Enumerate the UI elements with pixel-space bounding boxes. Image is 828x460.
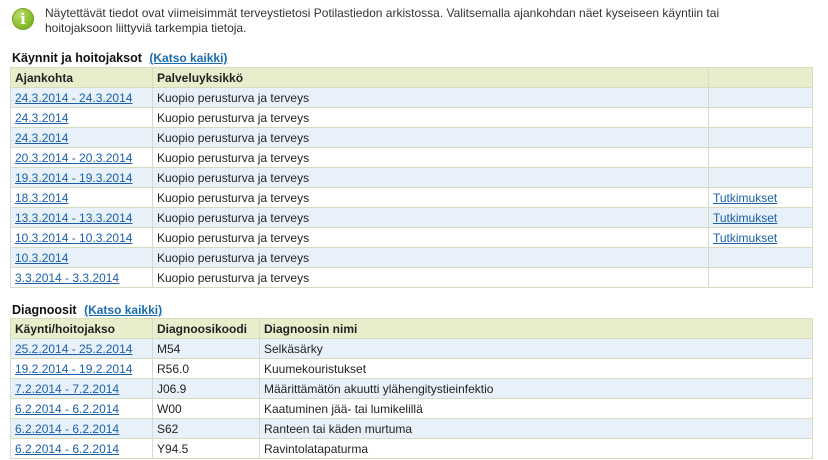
visit-date-cell — [11, 228, 153, 248]
diagnosis-row — [11, 379, 813, 399]
visit-row — [11, 88, 813, 108]
examinations-cell — [709, 208, 813, 228]
examinations-cell — [709, 108, 813, 128]
diagnosis-code-cell: R56.0 — [153, 359, 260, 379]
examinations-cell — [709, 148, 813, 168]
visit-date-link[interactable]: 10.3.2014 - 10.3.2014 — [15, 230, 133, 245]
service-unit-cell: Kuopio perusturva ja terveys — [153, 188, 709, 208]
visit-date-cell — [11, 268, 153, 288]
service-unit-cell: Kuopio perusturva ja terveys — [153, 248, 709, 268]
visit-date-link[interactable]: 20.3.2014 - 20.3.2014 — [15, 150, 133, 165]
diagnosis-name-cell: Kaatuminen jää- tai lumikelillä — [260, 399, 813, 419]
visits-title: Käynnit ja hoitojaksot — [12, 51, 142, 65]
visits-table — [10, 67, 813, 288]
service-unit-cell: Kuopio perusturva ja terveys — [153, 108, 709, 128]
diagnosis-code-cell: W00 — [153, 399, 260, 419]
diagnoses-title: Diagnoosit — [12, 303, 77, 317]
visit-row — [11, 188, 813, 208]
examinations-cell — [709, 268, 813, 288]
service-unit-cell: Kuopio perusturva ja terveys — [153, 268, 709, 288]
visit-date-link[interactable]: 24.3.2014 — [15, 110, 69, 125]
visits-view-all-link[interactable]: (Katso kaikki) — [149, 51, 228, 65]
info-notice — [12, 6, 812, 40]
diagnosis-code-cell: J06.9 — [153, 379, 260, 399]
examinations-cell — [709, 188, 813, 208]
diagnosis-row — [11, 439, 813, 459]
diagnosis-name-cell: Selkäsärky — [260, 339, 813, 359]
diagnosis-code-cell: S62 — [153, 419, 260, 439]
visit-date-cell — [11, 148, 153, 168]
service-unit-cell: Kuopio perusturva ja terveys — [153, 88, 709, 108]
column-header — [709, 68, 813, 88]
visit-date-link[interactable]: 10.3.2014 — [15, 250, 69, 265]
visit-date-cell — [11, 248, 153, 268]
service-unit-cell: Kuopio perusturva ja terveys — [153, 148, 709, 168]
visit-date-cell — [11, 108, 153, 128]
column-header: Käynti/hoitojakso — [11, 319, 153, 339]
diagnosis-period-cell — [11, 339, 153, 359]
visit-date-link[interactable]: 19.3.2014 - 19.3.2014 — [15, 170, 133, 185]
diagnosis-name-cell: Ranteen tai käden murtuma — [260, 419, 813, 439]
visit-date-link[interactable]: 24.3.2014 - 24.3.2014 — [15, 90, 133, 105]
visit-row — [11, 148, 813, 168]
diagnosis-period-link[interactable]: 25.2.2014 - 25.2.2014 — [15, 341, 133, 356]
diagnosis-code-cell: Y94.5 — [153, 439, 260, 459]
service-unit-cell: Kuopio perusturva ja terveys — [153, 168, 709, 188]
diagnosis-name-cell: Kuumekouristukset — [260, 359, 813, 379]
diagnosis-period-link[interactable]: 7.2.2014 - 7.2.2014 — [15, 381, 120, 396]
diagnoses-section-title — [12, 303, 162, 317]
column-header: Palveluyksikkö — [153, 68, 709, 88]
visit-row — [11, 168, 813, 188]
visit-date-cell — [11, 128, 153, 148]
visit-date-cell — [11, 188, 153, 208]
diagnosis-period-cell — [11, 379, 153, 399]
examinations-link[interactable]: Tutkimukset — [713, 210, 778, 225]
diagnosis-period-cell — [11, 439, 153, 459]
visit-row — [11, 128, 813, 148]
diagnosis-row — [11, 419, 813, 439]
visit-date-link[interactable]: 13.3.2014 - 13.3.2014 — [15, 210, 133, 225]
diagnosis-name-cell: Määrittämätön akuutti ylähengitystieinfektio — [260, 379, 813, 399]
diagnoses-view-all-link[interactable]: (Katso kaikki) — [84, 303, 163, 317]
column-header: Diagnoosikoodi — [153, 319, 260, 339]
diagnosis-row — [11, 339, 813, 359]
examinations-link[interactable]: Tutkimukset — [713, 230, 778, 245]
diagnosis-code-cell: M54 — [153, 339, 260, 359]
visit-row — [11, 228, 813, 248]
diagnoses-table — [10, 318, 813, 459]
diagnosis-period-link[interactable]: 6.2.2014 - 6.2.2014 — [15, 441, 120, 456]
notice-text: Näytettävät tiedot ovat viimeisimmät terveystietosi Potilastiedon arkistossa. Valitsemalla ajankohdan näet kyseiseen käyntiin tai hoitojaksoon liittyviä tarkempia tietoja. — [45, 6, 720, 35]
visit-row — [11, 268, 813, 288]
examinations-cell — [709, 168, 813, 188]
diagnosis-period-link[interactable]: 6.2.2014 - 6.2.2014 — [15, 421, 120, 436]
visits-header-row — [11, 68, 813, 88]
diagnosis-row — [11, 359, 813, 379]
diagnosis-name-cell: Ravintolatapaturma — [260, 439, 813, 459]
examinations-link[interactable]: Tutkimukset — [713, 190, 778, 205]
service-unit-cell: Kuopio perusturva ja terveys — [153, 208, 709, 228]
examinations-cell — [709, 128, 813, 148]
service-unit-cell: Kuopio perusturva ja terveys — [153, 128, 709, 148]
visit-row — [11, 208, 813, 228]
info-icon: i — [12, 8, 34, 30]
visits-section-title — [12, 51, 227, 65]
diagnosis-period-link[interactable]: 19.2.2014 - 19.2.2014 — [15, 361, 133, 376]
diagnosis-period-cell — [11, 399, 153, 419]
diagnosis-period-cell — [11, 419, 153, 439]
column-header: Ajankohta — [11, 68, 153, 88]
visit-date-cell — [11, 208, 153, 228]
service-unit-cell: Kuopio perusturva ja terveys — [153, 228, 709, 248]
visit-date-link[interactable]: 24.3.2014 — [15, 130, 69, 145]
examinations-cell — [709, 88, 813, 108]
diagnosis-row — [11, 399, 813, 419]
visit-row — [11, 248, 813, 268]
diagnoses-header-row — [11, 319, 813, 339]
column-header: Diagnoosin nimi — [260, 319, 813, 339]
diagnosis-period-cell — [11, 359, 153, 379]
visit-date-link[interactable]: 3.3.2014 - 3.3.2014 — [15, 270, 120, 285]
examinations-cell — [709, 228, 813, 248]
visit-date-cell — [11, 168, 153, 188]
visit-date-cell — [11, 88, 153, 108]
visit-date-link[interactable]: 18.3.2014 — [15, 190, 69, 205]
diagnosis-period-link[interactable]: 6.2.2014 - 6.2.2014 — [15, 401, 120, 416]
examinations-cell — [709, 248, 813, 268]
visit-row — [11, 108, 813, 128]
